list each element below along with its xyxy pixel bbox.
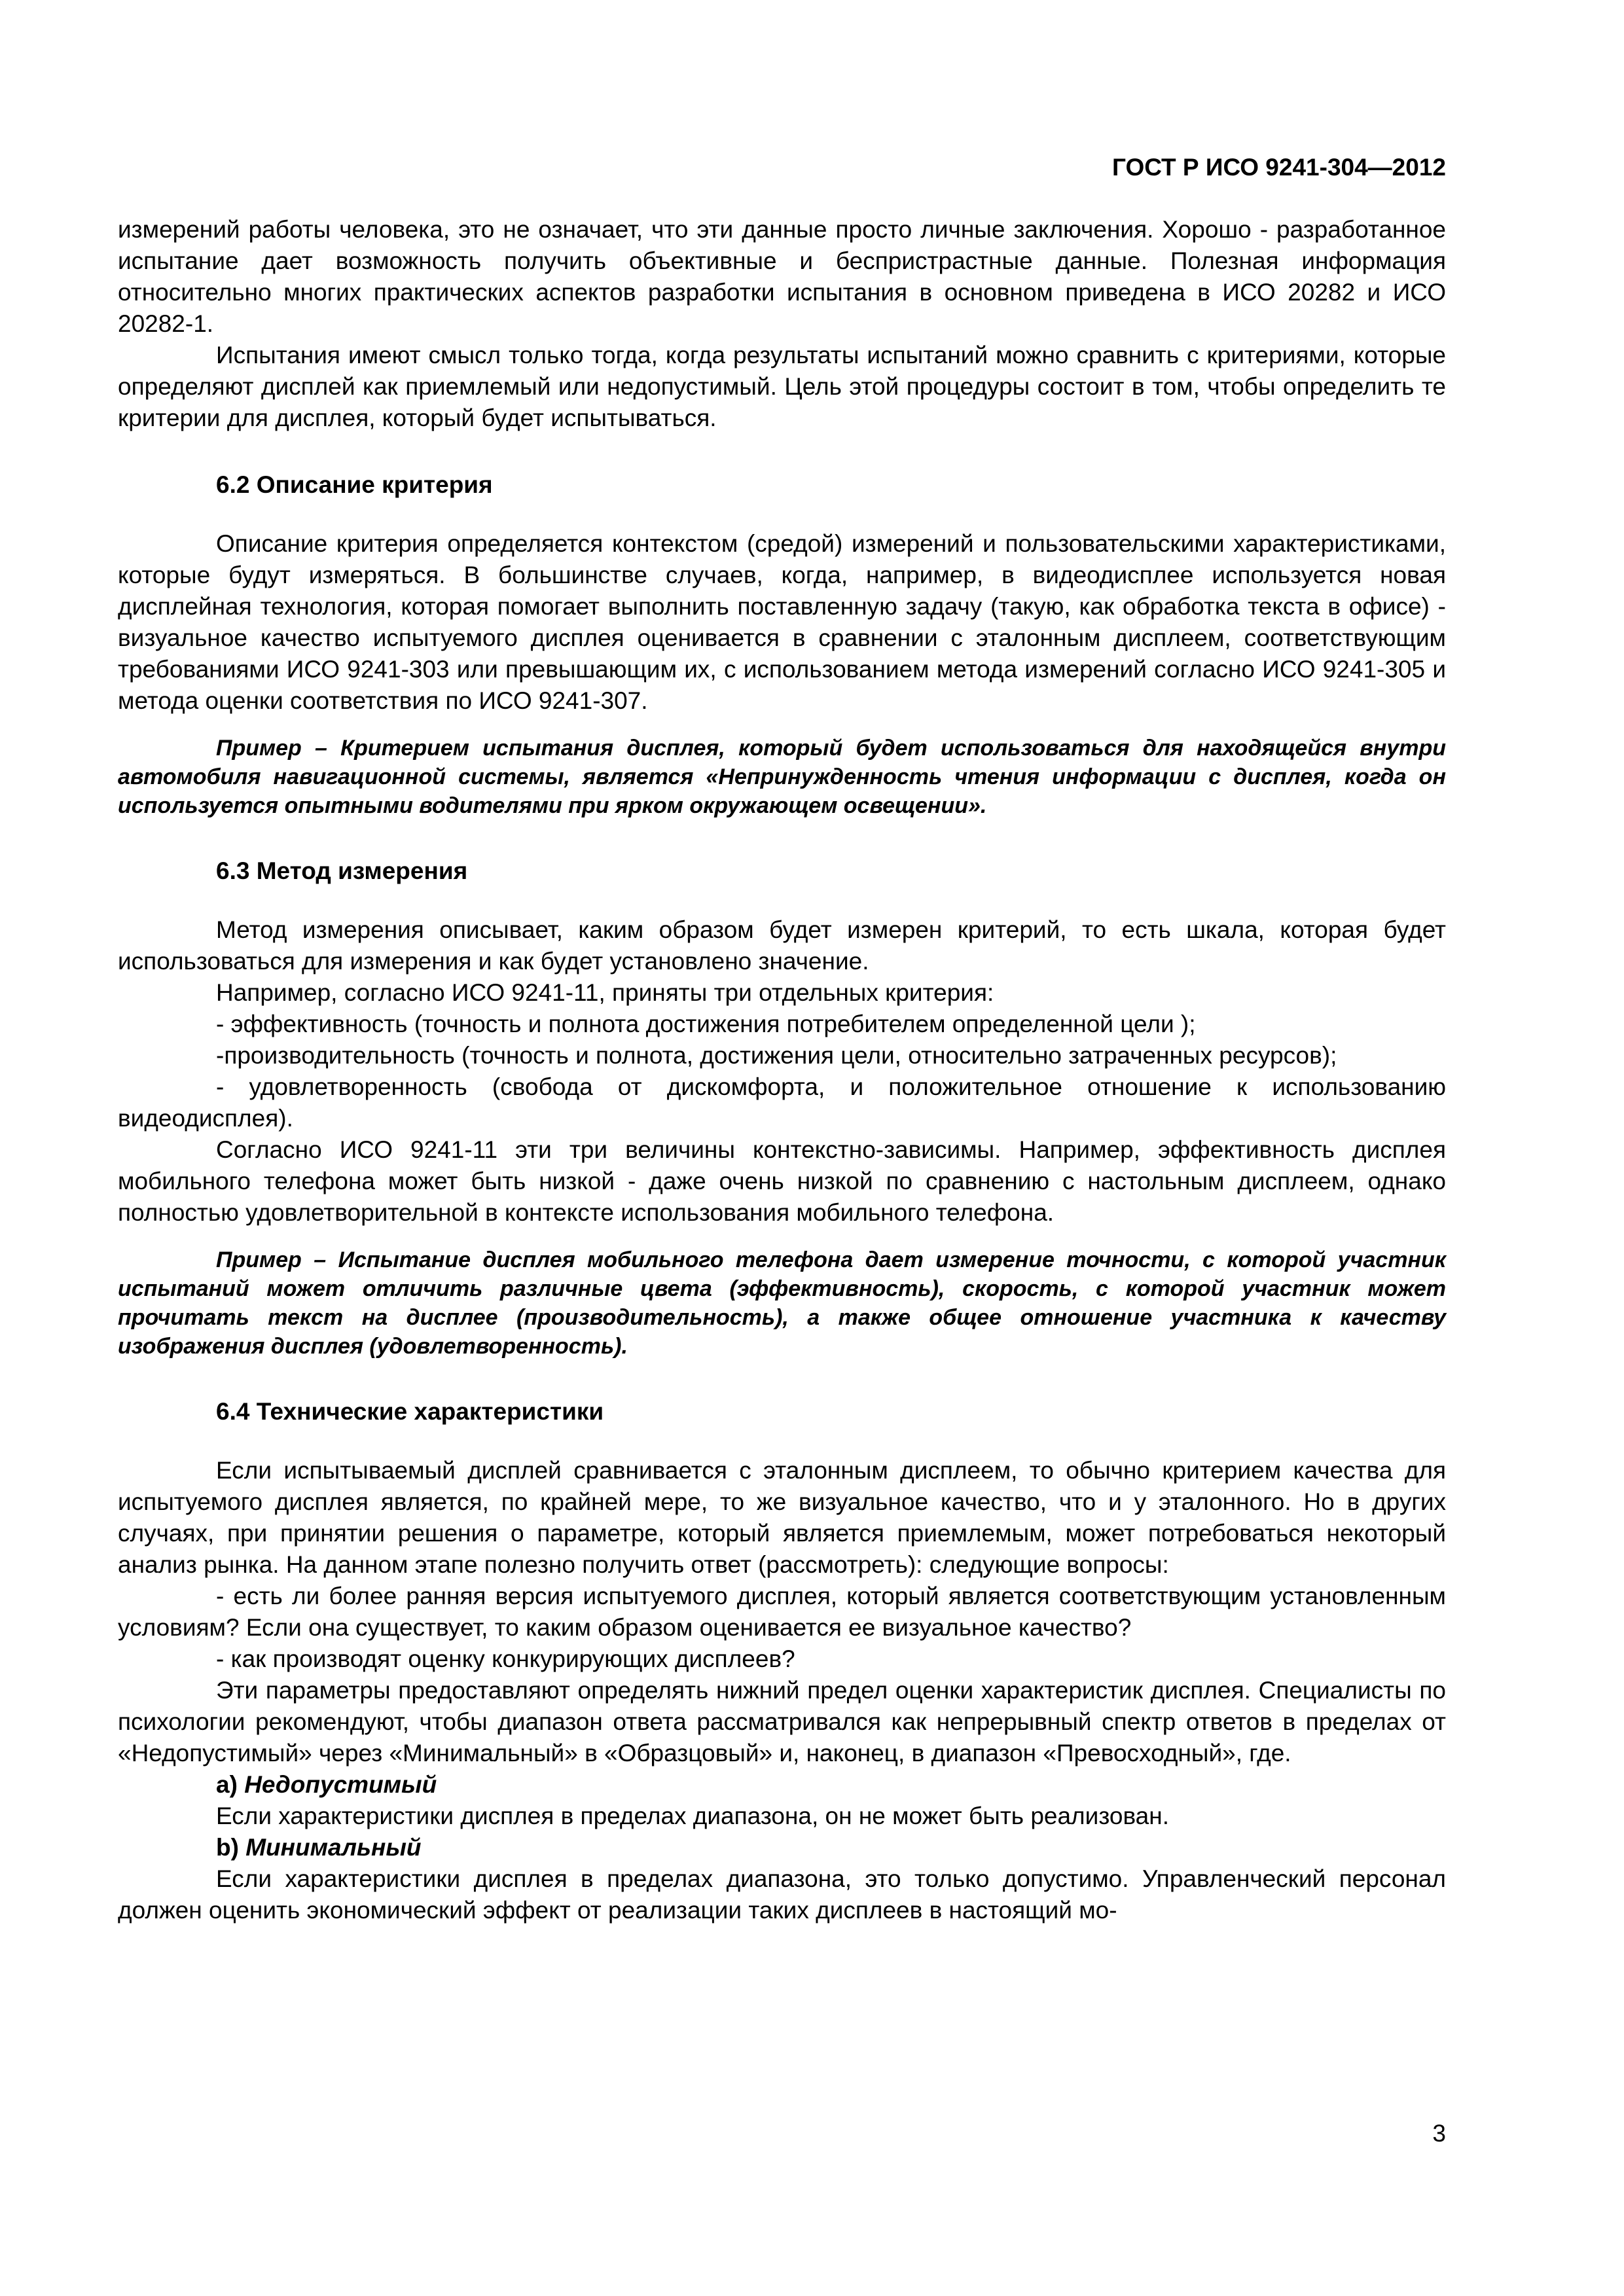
page-number: 3: [1432, 2120, 1446, 2147]
subitem-a-letter: a): [216, 1771, 238, 1798]
list-item: - удовлетворенность (свобода от дискомфорта, и положительное отношение к использованию видеодисплея).: [118, 1073, 1446, 1132]
section-6-4-paragraph-1: Если испытываемый дисплей сравнивается с эталонным дисплеем, то обычно критерием качества для испытуемого дисплея является, по крайней мере, то же визуальное качество, что и у эталонного. Но в других случаях, при принятии решения о параметре, который является приемлемым, может потребоваться некоторый анализ рынка. На данном этапе полезно получить ответ (рассмотреть): следующие вопросы:: [118, 1457, 1446, 1578]
subitem-a-title: Недопустимый: [244, 1771, 437, 1798]
intro-paragraph-1: измерений работы человека, это не означает, что эти данные просто личные заключения. Хорошо - разработанное испытание дает возможность получить объективные и беспристрастные данные. Полезная информация относительно многих практических аспектов разработки испытания в основном приведена в ИСО 20282 и ИСО 20282-1.: [118, 216, 1446, 337]
list-item: -производительность (точность и полнота, достижения цели, относительно затраченных ресурсов);: [216, 1042, 1337, 1069]
subitem-b-text: Если характеристики дисплея в пределах диапазона, это только допустимо. Управленческий персонал должен оценить экономический эффект от реализации таких дисплеев в настоящий мо-: [118, 1865, 1446, 1924]
section-6-2-heading: 6.2 Описание критерия: [216, 471, 493, 498]
intro-paragraph-2: Испытания имеют смысл только тогда, когда результаты испытаний можно сравнить с критериями, которые определяют дисплей как приемлемый или недопустимый. Цель этой процедуры состоит в том, чтобы определить те критерии для дисплея, который будет испытываться.: [118, 342, 1446, 431]
subitem-b-heading: [118, 1832, 1446, 1863]
list-item: - эффективность (точность и полнота достижения потребителем определенной цели );: [216, 1011, 1196, 1037]
list-item: - есть ли более ранняя версия испытуемого дисплея, который является соответствующим установленным условиям? Если она существует, то каким образом оценивается ее визуальное качество?: [118, 1583, 1446, 1641]
section-6-3-paragraph-2: Например, согласно ИСО 9241-11, приняты три отдельных критерия:: [216, 979, 994, 1006]
subitem-b-title: Минимальный: [245, 1834, 422, 1861]
page-body: [118, 214, 1446, 1926]
section-6-3-paragraph-3: Согласно ИСО 9241-11 эти три величины контекстно-зависимы. Например, эффективность дисплея мобильного телефона может быть низкой - даже очень низкой по сравнению с настольным дисплеем, однако полностью удовлетворительной в контексте использования мобильного телефона.: [118, 1136, 1446, 1226]
subitem-b-letter: b): [216, 1834, 239, 1861]
section-6-3-paragraph-1: Метод измерения описывает, каким образом будет измерен критерий, то есть шкала, которая будет использоваться для измерения и как будет установлено значение.: [118, 916, 1446, 975]
section-6-2-paragraph-1: Описание критерия определяется контекстом (средой) измерений и пользовательскими характеристиками, которые будут измеряться. В большинстве случаев, когда, например, в видеодисплее используется новая дисплейная технология, которая помогает выполнить поставленную задачу (такую, как обработка текста в офисе) - визуальное качество испытуемого дисплея оценивается в сравнении с эталонным дисплеем, соответствующим требованиями ИСО 9241-303 или превышающим их, с использованием метода измерений согласно ИСО 9241-305 и метода оценки соответствия по ИСО 9241-307.: [118, 530, 1446, 714]
subitem-a-heading: [118, 1769, 1446, 1801]
list-item: - как производят оценку конкурирующих дисплеев?: [216, 1645, 795, 1672]
section-6-3-heading: 6.3 Метод измерения: [216, 857, 468, 884]
document-code: ГОСТ Р ИСО 9241-304—2012: [1111, 154, 1446, 181]
section-6-4-paragraph-2: Эти параметры предоставляют определять нижний предел оценки характеристик дисплея. Специалисты по психологии рекомендуют, чтобы диапазон ответа рассматривался как непрерывный спектр ответов в пределах от «Недопустимый» через «Минимальный» в «Образцовый» и, наконец, в диапазон «Превосходный», где.: [118, 1677, 1446, 1767]
section-6-4-heading: 6.4 Технические характеристики: [216, 1398, 604, 1425]
subitem-a-text: Если характеристики дисплея в пределах диапазона, он не может быть реализован.: [216, 1803, 1169, 1829]
section-6-2-example: Пример – Критерием испытания дисплея, который будет использоваться для находящейся внутри автомобиля навигационной системы, является «Непринужденность чтения информации с дисплея, когда он используется опытными водителями при ярком окружающем освещении».: [118, 736, 1446, 818]
section-6-3-example: Пример – Испытание дисплея мобильного телефона дает измерение точности, с которой участник испытаний может отличить различные цвета (эффективность), скорость, с которой участник может прочитать текст на дисплее (производительность), а также общее отношение участника к качеству изображения дисплея (удовлетворенность).: [118, 1247, 1446, 1359]
